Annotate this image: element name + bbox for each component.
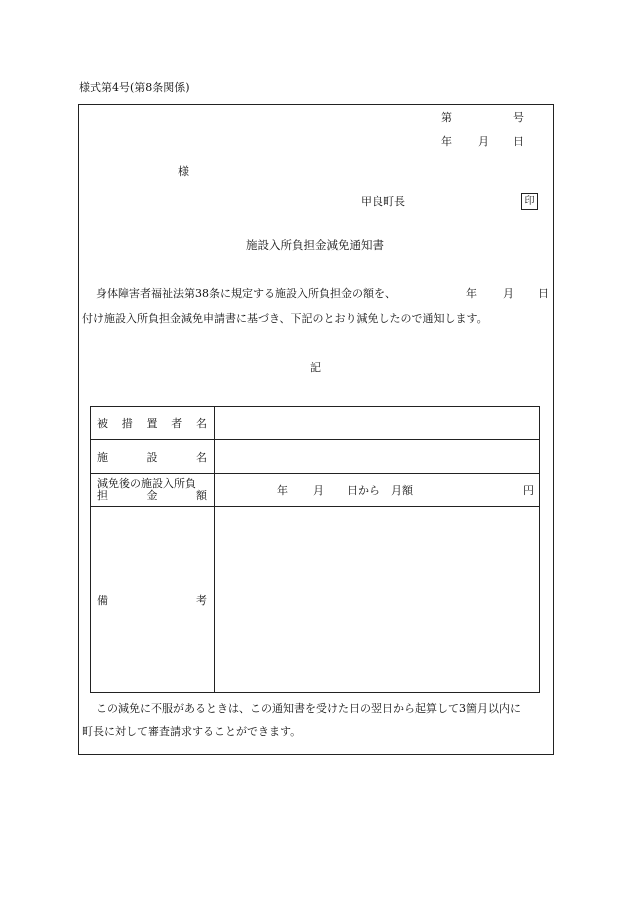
label-facility-name: 施 設 名 <box>91 440 215 474</box>
details-table <box>90 406 540 693</box>
body-date-day: 日 <box>538 287 549 300</box>
label-reduced-fee: 減免後の施設入所負 担 金 額 <box>91 474 215 507</box>
issuer-name: 甲良町長 <box>361 195 405 208</box>
body-date-year: 年 <box>466 287 477 300</box>
value-reduced-fee: 年 月 日から 月額 円 <box>215 474 540 507</box>
issue-date-year: 年 <box>441 135 452 148</box>
body-date-month: 月 <box>503 287 514 300</box>
body-line-1: 身体障害者福祉法第38条に規定する施設入所負担金の額を、 <box>96 287 396 300</box>
body-line-2: 付け施設入所負担金減免申請書に基づき、下記のとおり減免したので通知します。 <box>82 312 488 325</box>
table-row <box>91 474 540 507</box>
form-number-label: 様式第4号(第8条関係) <box>79 81 190 94</box>
label-remarks: 備 考 <box>91 507 215 693</box>
table-row <box>91 440 540 474</box>
value-recipient-name <box>215 407 540 440</box>
issue-date-month: 月 <box>478 135 489 148</box>
table-row <box>91 407 540 440</box>
value-remarks <box>215 507 540 693</box>
appeal-notice-line-1: この減免に不服があるときは、この通知書を受けた日の翌日から起算して3箇月以内に <box>96 702 521 715</box>
addressee-suffix: 様 <box>178 165 189 178</box>
table-row <box>91 507 540 693</box>
doc-number-prefix: 第 <box>441 111 452 124</box>
document-title: 施設入所負担金減免通知書 <box>246 238 384 252</box>
appeal-notice-line-2: 町長に対して審査請求することができます。 <box>82 725 302 738</box>
ki-heading: 記 <box>310 361 321 374</box>
doc-number-suffix: 号 <box>513 111 524 124</box>
label-recipient-name: 被 措 置 者 名 <box>91 407 215 440</box>
value-facility-name <box>215 440 540 474</box>
issue-date-day: 日 <box>513 135 524 148</box>
seal-mark: 印 <box>521 193 538 210</box>
